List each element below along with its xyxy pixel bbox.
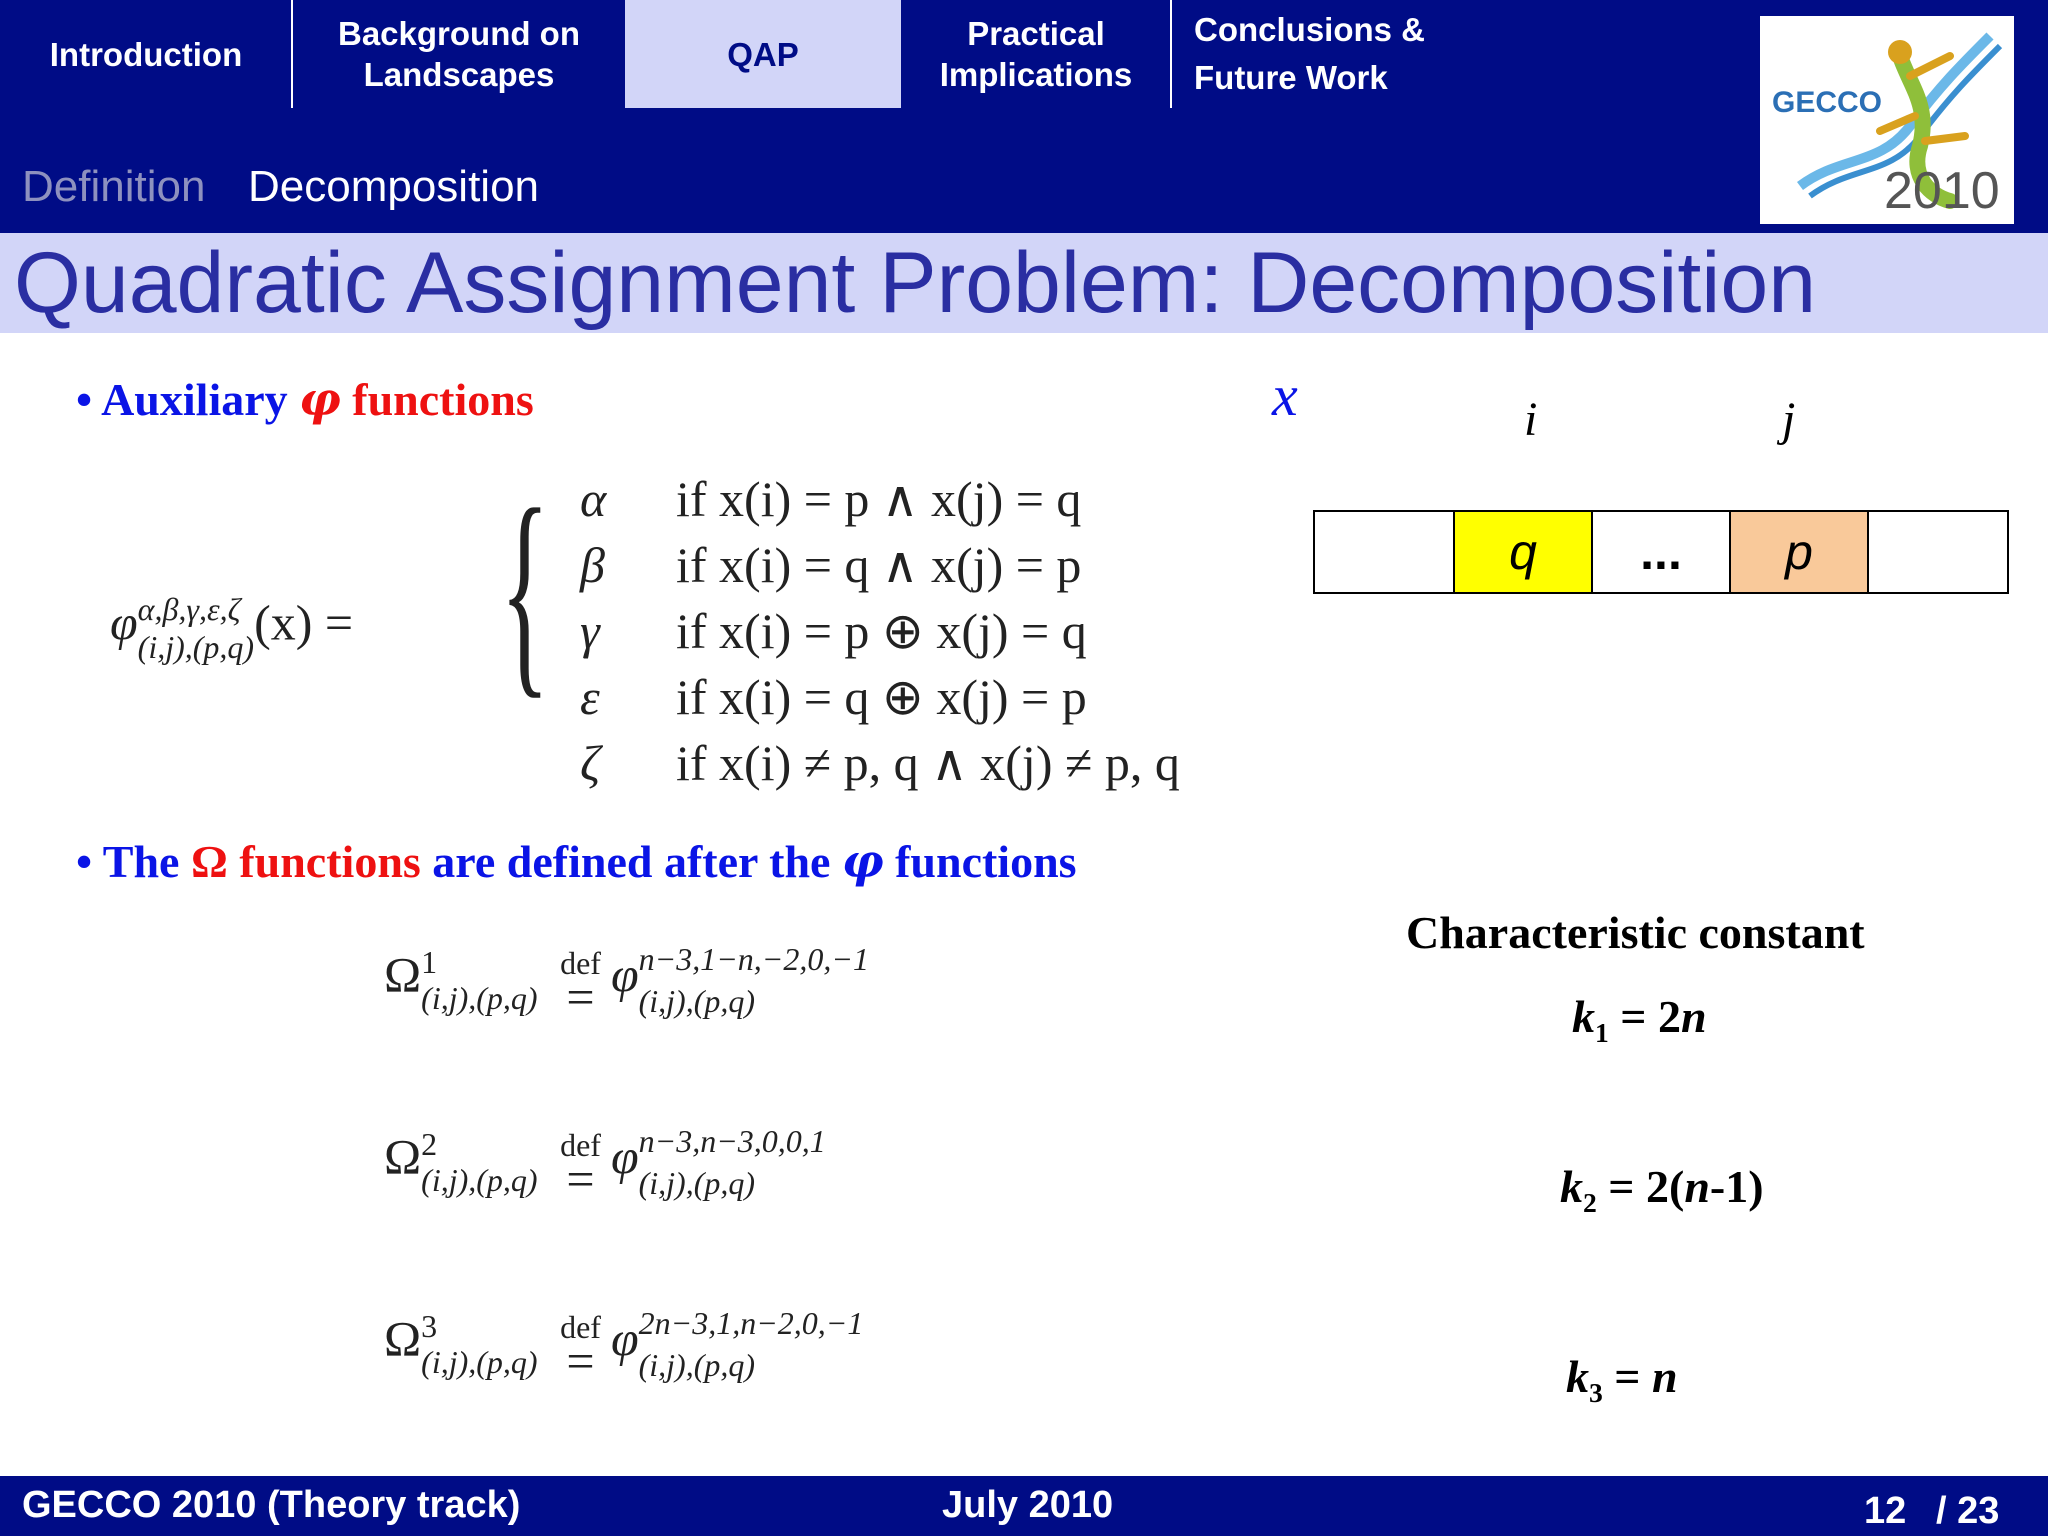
constant-k3 (1566, 1350, 1678, 1409)
equals-sign: = (566, 969, 595, 1025)
bullet-text: The (102, 836, 180, 887)
def-label: def (560, 1127, 601, 1163)
bullet-text: functions (352, 374, 534, 425)
def-label: def (560, 945, 601, 981)
perm-cell (1315, 512, 1455, 592)
top-navigation-bar (0, 0, 2048, 233)
omega-subscript: (i,j),(p,q) (421, 1344, 538, 1380)
def-equals (560, 1309, 601, 1389)
phi-superscript: 2n−3,1,n−2,0,−1 (638, 1305, 864, 1341)
k-rhs-n: n (1681, 991, 1707, 1042)
footer-date: July 2010 (942, 1484, 1114, 1526)
nav-tab-background-on-landscapes[interactable] (293, 0, 625, 108)
phi-indices (639, 938, 869, 1022)
phi-symbol: φ (610, 946, 639, 1003)
omega-subscript: (i,j),(p,q) (421, 980, 538, 1016)
case-value: γ (580, 603, 600, 659)
bullet-text: are defined after the (432, 836, 831, 887)
perm-i-label: i (1524, 393, 1538, 446)
bullet-dot: • (76, 374, 93, 425)
k-rhs: = 2 (1620, 991, 1682, 1042)
k-symbol: k (1572, 991, 1595, 1042)
phi-superscript: n−3,1−n,−2,0,−1 (638, 941, 869, 977)
footer-page-total: / 23 (1936, 1490, 2000, 1532)
omega-symbol: Ω (384, 1128, 422, 1185)
phi-indices (639, 1302, 864, 1386)
case-condition: if x(i) = p ∧ x(j) = q (676, 471, 1082, 527)
nav-tab-label: Conclusions & Future Work (1194, 11, 1426, 96)
equals-sign: = (566, 1333, 595, 1389)
constant-k1 (1572, 990, 1707, 1049)
omega-superscript: 3 (421, 1308, 438, 1344)
perm-x-label: x (1272, 363, 1298, 428)
omega-superscript: 1 (421, 944, 438, 980)
perm-cell-q: q (1455, 512, 1593, 592)
subnav-definition[interactable]: Definition (22, 162, 206, 211)
phi-case-zeta (580, 730, 1180, 796)
def-equals (560, 945, 601, 1025)
bullet-omega-functions (76, 834, 1077, 888)
case-value: β (580, 537, 605, 593)
phi-superscript: α,β,γ,ε,ζ (137, 591, 241, 627)
omega-definition-1 (384, 938, 869, 1025)
equals-sign: = (566, 1151, 595, 1207)
constant-k2 (1560, 1160, 1764, 1219)
bullet-text: Auxiliary (101, 374, 288, 425)
omega-symbol: Ω (384, 946, 422, 1003)
omega-superscript: 2 (421, 1126, 438, 1162)
phi-subscript: (i,j),(p,q) (638, 1347, 756, 1383)
case-value: α (580, 471, 607, 527)
omega-indices (421, 1308, 537, 1380)
k-subscript: 2 (1583, 1187, 1597, 1219)
phi-symbol: φ (841, 834, 884, 888)
phi-superscript: n−3,n−3,0,0,1 (638, 1123, 826, 1159)
nav-tab-qap[interactable]: QAP (625, 0, 901, 108)
footer-conference: GECCO 2010 (Theory track) (22, 1484, 521, 1526)
case-condition: if x(i) ≠ p, q ∧ x(j) ≠ p, q (676, 735, 1180, 791)
omega-definition-3 (384, 1302, 864, 1389)
k-symbol: k (1560, 1161, 1583, 1212)
omega-indices (421, 944, 537, 1016)
def-label: def (560, 1309, 601, 1345)
k-rhs: -1) (1709, 1161, 1764, 1212)
k-subscript: 1 (1595, 1017, 1609, 1049)
k-rhs: = 2( (1608, 1161, 1685, 1212)
case-condition: if x(i) = q ∧ x(j) = p (676, 537, 1082, 593)
phi-symbol: φ (610, 1128, 639, 1185)
phi-symbol: φ (299, 372, 341, 426)
case-value: ε (580, 669, 600, 725)
k-rhs-n: n (1684, 1161, 1710, 1212)
nav-tab-practical-implications[interactable] (901, 0, 1171, 108)
footer-page-number: 12 (1864, 1490, 1907, 1532)
perm-cell (1869, 512, 2007, 592)
logo-year: 2010 (1884, 162, 2000, 220)
k-rhs-n: n (1652, 1351, 1678, 1402)
omega-symbol: Ω (190, 836, 228, 887)
phi-subscript: (i,j),(p,q) (638, 1165, 756, 1201)
omega-symbol: Ω (384, 1310, 422, 1367)
perm-cell-ellipsis: ... (1593, 512, 1731, 592)
k-rhs: = (1614, 1351, 1653, 1402)
nav-tab-label: Practical Implications (939, 15, 1133, 93)
omega-definition-2 (384, 1120, 826, 1207)
phi-argument: (x) = (254, 594, 354, 651)
logo-text: GECCO (1772, 86, 1883, 119)
gecco-2010-logo (1760, 16, 2014, 224)
nav-tab-label: Background on Landscapes (337, 15, 580, 93)
bullet-auxiliary-phi-functions (76, 372, 534, 426)
k-symbol: k (1566, 1351, 1589, 1402)
subnav-decomposition[interactable]: Decomposition (248, 162, 540, 211)
phi-case-beta (580, 532, 1081, 598)
phi-indices (639, 1120, 826, 1204)
phi-case-epsilon (580, 664, 1087, 730)
case-condition: if x(i) = p ⊕ x(j) = q (676, 603, 1087, 659)
omega-indices (421, 1126, 537, 1198)
phi-definition-lhs (110, 590, 353, 666)
phi-case-alpha (580, 466, 1081, 532)
bullet-text: functions (895, 836, 1077, 887)
phi-indices (138, 590, 254, 666)
phi-symbol: φ (110, 594, 138, 651)
case-value: ζ (580, 735, 601, 791)
cases-brace: { (500, 462, 550, 717)
slide-title: Quadratic Assignment Problem: Decomposition (14, 235, 1817, 331)
permutation-bar (1313, 510, 2009, 594)
bullet-dot: • (76, 836, 93, 887)
k-subscript: 3 (1589, 1377, 1603, 1409)
phi-case-gamma (580, 598, 1087, 664)
nav-tab-conclusions-future-work[interactable] (1172, 0, 1462, 108)
bullet-text: functions (239, 836, 421, 887)
perm-cell-p: p (1731, 512, 1869, 592)
phi-subscript: (i,j),(p,q) (638, 983, 756, 1019)
perm-j-label: j (1782, 393, 1796, 446)
phi-symbol: φ (610, 1310, 639, 1367)
nav-tab-introduction[interactable]: Introduction (49, 35, 243, 73)
characteristic-constant-heading: Characteristic constant (1406, 907, 1865, 958)
phi-subscript: (i,j),(p,q) (137, 629, 255, 665)
omega-subscript: (i,j),(p,q) (421, 1162, 538, 1198)
case-condition: if x(i) = q ⊕ x(j) = p (676, 669, 1087, 725)
def-equals (560, 1127, 601, 1207)
footer-bar (0, 1476, 2048, 1536)
